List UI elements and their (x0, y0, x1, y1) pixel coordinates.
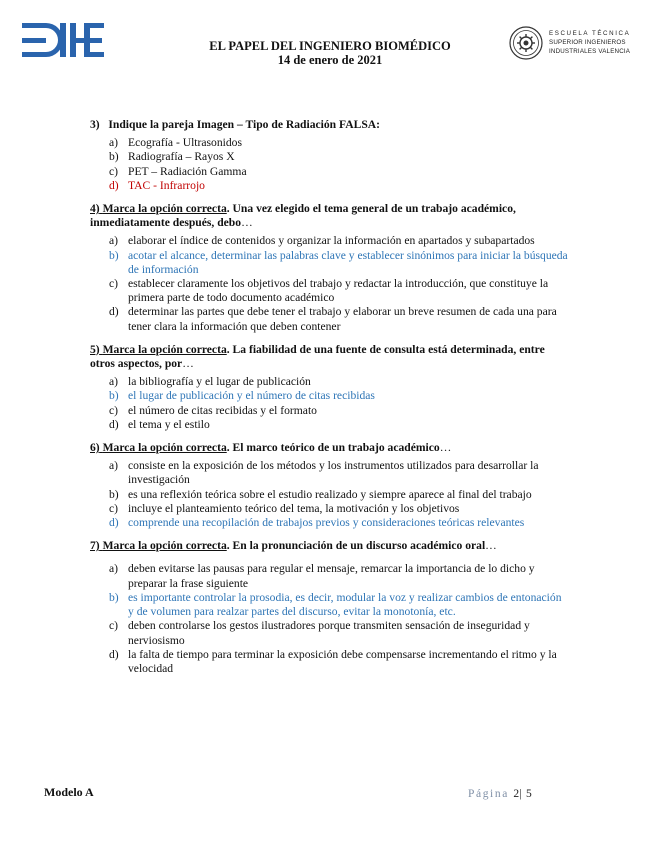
option-b (90, 150, 570, 164)
question-7-text (90, 539, 570, 553)
question-lead: Marca la opción correcta (102, 342, 227, 356)
question-number: 7) (90, 539, 100, 553)
question-6 (90, 441, 570, 530)
dibe-logo (22, 20, 104, 60)
option-letter: c) (109, 277, 119, 291)
question-6-text (90, 441, 570, 455)
option-letter: b) (109, 389, 119, 403)
option-text: es importante controlar la prosodia, es decir, modular la voz y realizar cambios de entonación y de volumen para realzar partes del discurso, evitar la monotonía, etc. (128, 590, 562, 619)
school-name (549, 29, 630, 56)
question-lead: Marca la opción correcta (102, 441, 227, 455)
option-text: Ecografía - Ultrasonidos (128, 136, 242, 150)
question-4 (90, 202, 570, 334)
option-d-correct (90, 516, 570, 530)
question-number: 4) (90, 202, 100, 216)
option-letter: d) (109, 178, 119, 192)
option-d (90, 418, 570, 432)
question-7 (90, 539, 570, 676)
option-letter: c) (109, 403, 119, 417)
option-c (90, 165, 570, 179)
question-4-options (90, 234, 570, 333)
option-text: la bibliografía y el lugar de publicación (128, 375, 311, 389)
option-text: consiste en la exposición de los métodos y los instrumentos utilizados para desarrollar la investigación (128, 459, 539, 487)
page-total: 5 (525, 788, 532, 800)
option-text: es una reflexión teórica sobre el estudio realizado y siempre aparece al final del trabajo (128, 487, 532, 501)
question-3 (90, 118, 570, 193)
page-number (468, 788, 532, 800)
school-line-3: INDUSTRIALES VALENCIA (549, 48, 631, 55)
question-lead-bold: . Una vez elegido el tema general de un trabajo académico, inmediatamente después, debo (90, 202, 516, 230)
option-letter: b) (109, 487, 119, 501)
document-title: EL PAPEL DEL INGENIERO BIOMÉDICO (209, 39, 451, 53)
option-d (90, 305, 570, 333)
option-b (90, 488, 570, 502)
option-text: establecer claramente los objetivos del trabajo y redactar la introducción, que constituye la primera parte de todo documento académico (128, 277, 549, 305)
option-d-correct (90, 179, 570, 193)
document-date: 14 de enero de 2021 (277, 53, 383, 67)
option-letter: b) (109, 248, 119, 262)
question-6-options (90, 459, 570, 530)
option-text: elaborar el índice de contenidos y organizar la información en apartados y subapartados (128, 234, 535, 248)
school-seal-icon (509, 26, 543, 60)
question-number: 6) (90, 441, 100, 455)
question-5-options (90, 375, 570, 432)
question-7-options (90, 562, 570, 676)
option-letter: a) (109, 562, 119, 576)
option-letter: b) (109, 590, 119, 604)
option-text: deben evitarse las pausas para regular el mensaje, remarcar la importancia de lo dicho y preparar la frase siguiente (128, 562, 535, 590)
option-letter: d) (109, 647, 119, 661)
question-lead-bold: . La fiabilidad de una fuente de consulta está determinada, entre otros aspectos, por (90, 342, 545, 371)
option-a (90, 234, 570, 248)
option-letter: d) (109, 417, 119, 431)
page-header (0, 0, 655, 90)
option-text: Radiografía – Rayos X (128, 150, 235, 164)
question-number: 3) (90, 118, 100, 131)
question-lead-bold: . En la pronunciación de un discurso académico oral (226, 539, 486, 553)
question-number: 5) (90, 342, 100, 356)
option-b-correct (90, 249, 570, 277)
option-text: deben controlarse los gestos ilustradores porque transmiten sensación de inseguridad y nerviosismo (128, 619, 530, 647)
option-letter: c) (109, 619, 119, 633)
option-text: acotar el alcance, determinar las palabras clave y establecer sinónimos para iniciar la búsqueda de información (128, 248, 568, 276)
option-letter: c) (109, 501, 119, 515)
option-a (90, 459, 570, 487)
option-letter: a) (109, 375, 119, 389)
option-a (90, 136, 570, 150)
option-letter: a) (109, 234, 119, 248)
question-lead-rest: … (439, 441, 452, 455)
option-text: PET – Radiación Gamma (128, 164, 247, 178)
question-4-text (90, 202, 570, 230)
option-b-correct (90, 591, 570, 619)
question-5-text (90, 343, 570, 371)
option-text: la falta de tiempo para terminar la exposición debe compensarse incrementando el ritmo y la velocidad (128, 647, 557, 675)
page-word: Página (468, 788, 509, 800)
option-c (90, 404, 570, 418)
option-text: determinar las partes que debe tener el trabajo y elaborar un breve resumen de cada una para tener clara la información que deben contener (128, 305, 557, 333)
exam-model: Modelo A (44, 785, 94, 799)
exam-questions (90, 118, 570, 685)
page-separator: | (519, 788, 522, 800)
etsii-logo (509, 26, 639, 66)
option-c (90, 277, 570, 305)
question-3-options (90, 136, 570, 193)
option-c (90, 502, 570, 516)
question-lead-bold: . El marco teórico de un trabajo académico (226, 441, 440, 455)
school-line-1: ESCUELA TÉCNICA (549, 30, 631, 37)
option-letter: c) (109, 164, 119, 178)
option-a (90, 562, 570, 590)
option-letter: a) (109, 136, 119, 150)
question-lead: Indique la pareja Imagen – Tipo de Radiación FALSA: (108, 118, 381, 131)
option-text: incluye el planteamiento teórico del tema, la motivación y los objetivos (128, 501, 460, 515)
question-lead-rest: … (182, 357, 194, 371)
question-lead: Marca la opción correcta (102, 539, 227, 553)
option-c (90, 619, 570, 647)
option-text: el número de citas recibidas y el formato (128, 403, 317, 417)
option-text: TAC - Infrarrojo (128, 178, 205, 192)
option-text: comprende una recopilación de trabajos previos y consideraciones teóricas relevantes (128, 516, 525, 530)
option-text: el lugar de publicación y el número de citas recibidas (128, 389, 375, 403)
option-d (90, 648, 570, 676)
page-current: 2 (513, 788, 520, 800)
option-letter: b) (109, 150, 119, 164)
option-letter: d) (109, 305, 119, 319)
question-5 (90, 343, 570, 432)
school-line-2: SUPERIOR INGENIEROS (549, 39, 626, 46)
option-letter: a) (109, 459, 119, 473)
question-lead: Marca la opción correcta (102, 202, 227, 216)
question-3-text (90, 118, 570, 132)
option-text: el tema y el estilo (128, 417, 210, 431)
question-lead-rest: … (485, 539, 497, 553)
option-letter: d) (109, 516, 119, 530)
option-b-correct (90, 389, 570, 403)
option-a (90, 375, 570, 389)
question-lead-rest: … (241, 216, 253, 230)
